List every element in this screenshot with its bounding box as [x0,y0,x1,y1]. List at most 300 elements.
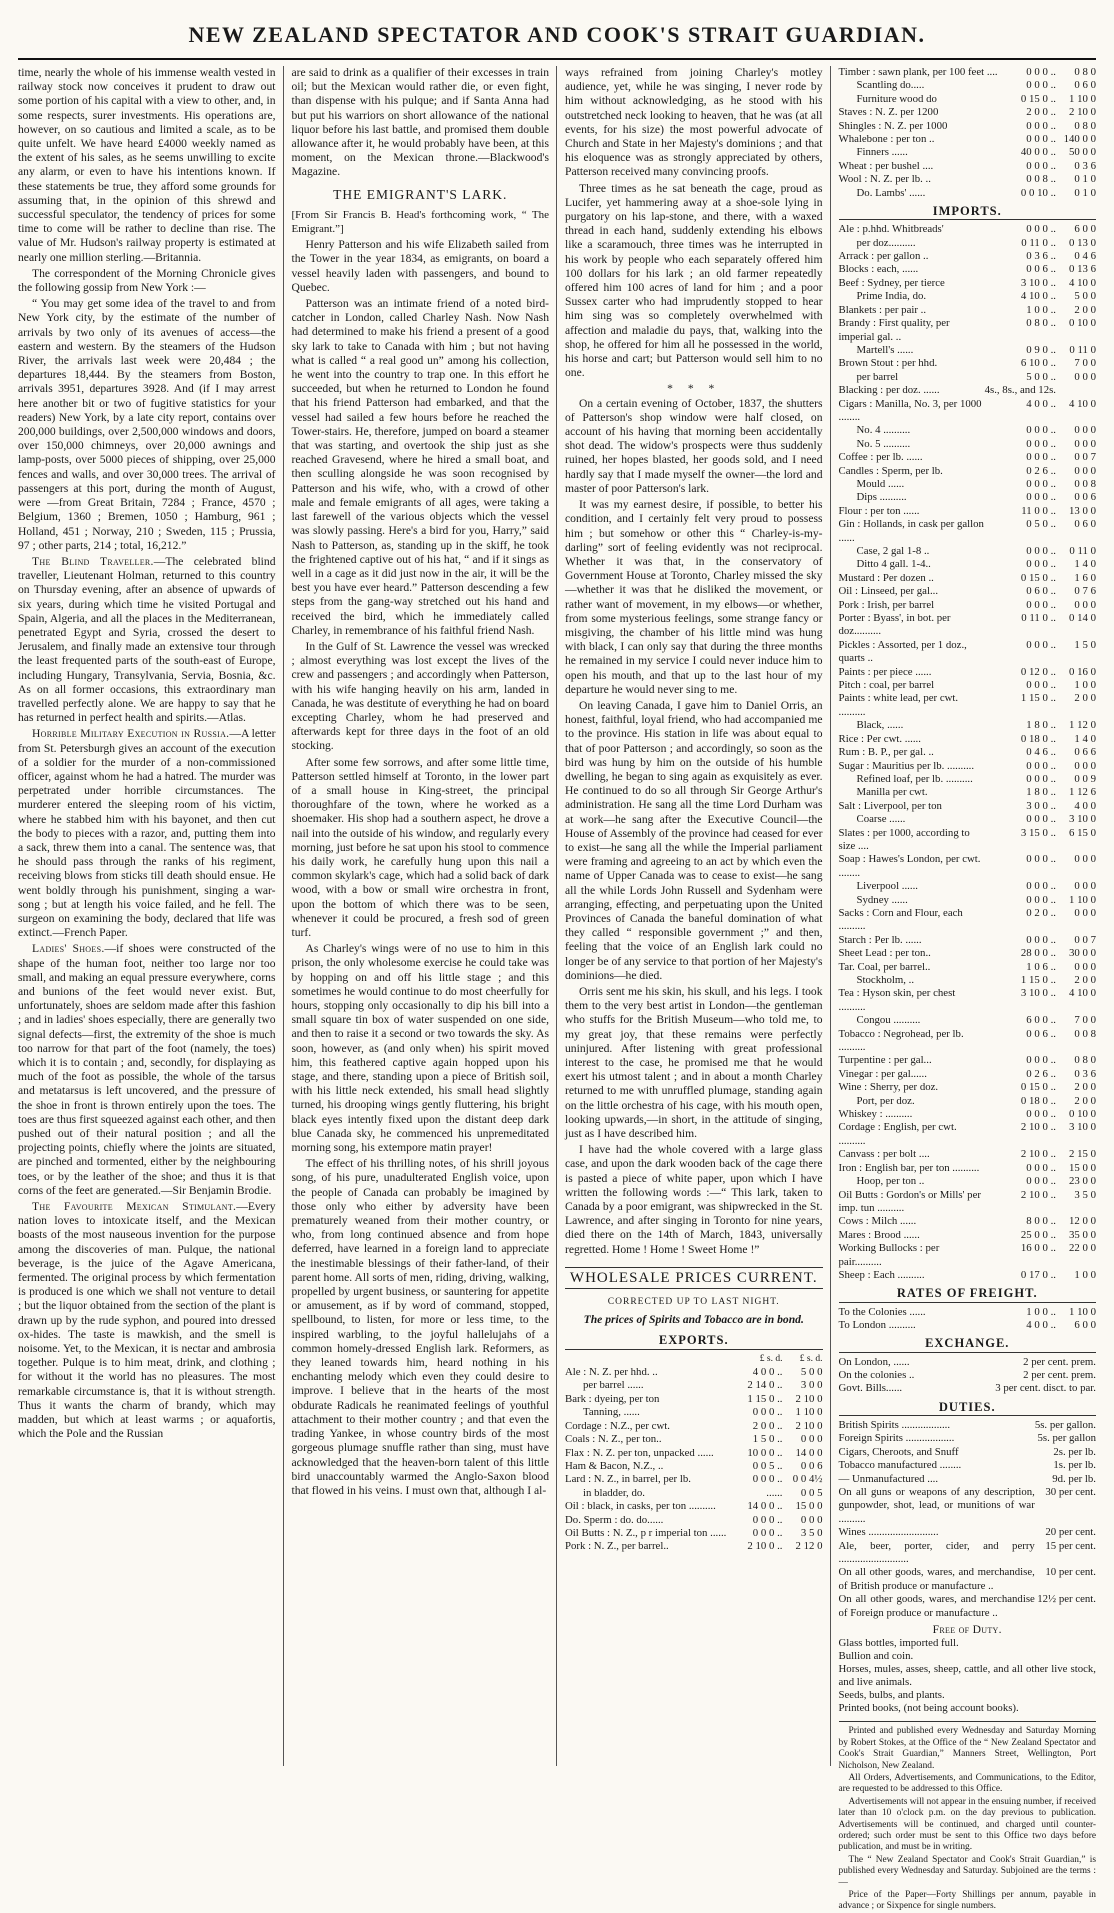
price-row [839,478,1097,491]
price-high: 0 7 6 [1074,585,1096,598]
price-high: 15 0 0 [795,1500,823,1513]
price-row [839,424,1097,437]
price-item: Staves : N. Z. per 1200 [838,106,939,119]
price-low: 0 0 0 .. [1026,79,1056,92]
free-item: Bullion and coin. [838,1650,914,1663]
price-low: 0 0 0 .. [1026,66,1056,78]
price-low: 0 0 0 .. [1026,1054,1056,1067]
price-low: 8 0 0 .. [1026,1215,1056,1228]
price-low: 0 0 5 .. [752,1459,783,1472]
price-low: 0 2 6 .. [1026,464,1056,477]
price-row [839,133,1097,146]
price-row [839,1081,1097,1094]
price-low: 5 0 0 .. [1026,370,1056,383]
price-low: 28 0 0 .. [1020,947,1056,960]
price-low: 16 0 0 .. [1020,1242,1056,1255]
price-row [839,558,1097,571]
price-low: 6 0 0 .. [1026,1014,1056,1027]
price-low: 0 0 0 .. [1026,1108,1056,1121]
price-low: 0 9 0 .. [1026,343,1056,356]
price-low: 4 10 0 .. [1020,290,1056,303]
price-row [565,1379,823,1392]
rate-row [839,1540,1097,1567]
price-low: 1 0 0 .. [1026,303,1056,316]
rate-item: Govt. Bills...... [838,1382,903,1395]
price-low: 25 0 0 .. [1020,1228,1056,1241]
price-low: 0 0 8 .. [1026,173,1056,186]
rate-row [839,1382,1097,1395]
price-item: No. 4 .......... [856,424,911,437]
price-item: Refined loaf, per lb. .......... [856,772,973,785]
price-item: Candles : Sperm, per lb. [838,464,943,477]
rate-item: British Spirits .................. [838,1419,951,1431]
rate-row [839,1446,1097,1459]
price-row [565,1514,823,1527]
price-low: 0 0 0 .. [1026,853,1056,866]
article-text: I have had the whole covered with a large glass case, and upon the dark wooden back of the cage there is pasted a piece of white paper, upon which I have written the following words :—“ This lark, taken to Canada by a poor emigrant, was shipwrecked in the St. Lawrence, and after singing in Toronto for nine years, died there on the 14th of March, 1843, universally regretted. Home ! Home ! Sweet Home !” [565,1143,823,1256]
price-low: 0 0 0 .. [1026,451,1056,464]
article-text: —if shoes were constructed of the shape of the human foot, neither too large nor too small, and making an equal pressure everywhere, corns and bunions of the feet would never exist. But, unfortunately, shoes are seldom made after this fashion ; and in ladies' shoes especially, there are generally two signal defects—first, the extremity of the shoe is much too narrow for that part of the foot (namely, the toes) which it is to contain ; and, secondly, for displaying as much of the foot as possible, the whole of the tarsus and metatarsus is left uncovered, and the pressure of the shoe in front is thrown entirely upon the toes. The toes are thus first squeezed against each other, and then pushed out of their natural position ; and all the projecting points, chiefly where the joints are situated, are pinched and tormented, either by the neighbouring toes, or by the leather of the shoe; and thus it is that corns of the feet are generated.—Sir Benjamin Brodie. [18,942,276,1197]
price-high: 0 4 6 [1074,250,1096,263]
price-item: Cows : Milch ...... [838,1215,917,1228]
price-item: Lard : N. Z., in barrel, per lb. [565,1473,691,1486]
price-item: Oil Butts : N. Z., p r imperial ton ...... [565,1526,727,1539]
price-high: 1 5 0 [1074,638,1096,651]
price-low: 0 6 0 .. [1026,585,1056,598]
price-low: 1 15 0 .. [1020,692,1056,705]
rate-value: 2 per cent. prem. [1023,1368,1096,1381]
price-item: Wine : Sherry, per doz. [838,1081,939,1094]
price-low: 0 0 0 .. [1026,893,1056,906]
price-item: Wheat : per bushel .... [838,159,934,172]
price-high: 7 0 0 [1074,1014,1096,1027]
price-low: 3 10 0 .. [1020,987,1056,1000]
price-row [839,120,1097,133]
price-row [839,357,1097,370]
price-high: 2 0 0 [1074,692,1096,705]
price-item: Beef : Sydney, per tierce [838,276,945,289]
article-paragraph [18,942,276,1198]
price-item: To the Colonies ...... [838,1305,926,1318]
price-low: 1 0 0 .. [1026,1305,1056,1318]
price-low: 2 10 0 .. [1020,1188,1056,1201]
rate-value: 5s. per gallon [1037,1432,1096,1445]
price-low: 0 15 0 .. [1020,1081,1056,1094]
price-item: Blocks : each, ...... [838,263,919,276]
price-high: 0 16 0 [1069,665,1096,678]
freight-table [839,1306,1097,1333]
rate-item: Cigars, Cheroots, and Snuff [838,1445,959,1458]
price-item: Shingles : N. Z. per 1000 [838,119,948,132]
price-row [839,934,1097,947]
article-text: After some few sorrows, and after some little time, Patterson settled himself at Toronto, in the lower part of a small house in King-street, the principal thoroughfare of the town, where he worked as a shoemaker. His shop had a southern aspect, he drove a nail into the outside of his window, and regularly every morning, just before he sat upon his stool to commence his daily work, he carefully hung upon this nail a common skylark's cage, which had a solid back of dark wood, with a bow or small wire orchestra in front, upon the bottom of which there was to be seen, whenever it could be procured, a fresh sod of green turf. [291,755,549,939]
price-item: Tanning, ...... [583,1406,640,1419]
price-row [565,1527,823,1540]
price-item: Ditto 4 gall. 1-4.. [856,558,931,571]
column-1 [18,66,284,1766]
freight-heading: RATES OF FREIGHT. [839,1286,1097,1302]
price-row [839,1095,1097,1108]
price-item: Port, per doz. [856,1094,915,1107]
free-item: Glass bottles, imported full. [838,1637,959,1650]
price-row [839,974,1097,987]
price-high: 0 11 0 [1069,545,1096,558]
price-row [839,146,1097,159]
price-low: 3 0 0 .. [1026,799,1056,812]
price-row [839,304,1097,317]
rate-item: On all other goods, wares, and merchandise, of British produce or manufacture .. [838,1566,1035,1592]
price-high: 0 6 0 [1074,518,1096,531]
price-low: 0 5 0 .. [1026,518,1056,531]
article-text: “ You may get some idea of the travel to and from New York city, by the estimate of the number of arrivals by two only of its avenues of access—the eastern and western. By the steamers of the Hudson River, the arrivals last week were 20,484 ; the departures 18,444. By the steamers from Boston, arrivals 3951, departures 3928. And (if I may arrest here another bit or two of fugitive statistics for your readers) New York, by a late city report, contains over 200,000 buildings, over 2,500,000 windows and doors, over 150,000 chimneys, over 20,000 awnings and lamp-posts, over 5000 pieces of shipping, over 25,000 fences and walls, and over 30,000 trees. The arrival of passengers at this port, during the month of August, were —from Great Britain, 7284 ; France, 4570 ; Belgium, 1360 ; Bremen, 1050 ; Hamburg, 961 ; Holland, 451 ; Norway, 210 ; Sweden, 115 ; Prussia, 97 ; other parts, 214 ; total, 16,212.” [18,297,276,552]
rate-item: On all other goods, wares, and merchandise of Foreign produce or manufacture .. [838,1593,1035,1619]
price-item: Oil Butts : Gordon's or Mills' per imp. tun .......... [838,1188,981,1214]
price-item: in bladder, do. [583,1486,645,1499]
imprint [839,1721,1097,1913]
price-item: Do. Lambs' ...... [856,186,926,199]
price-high: 0 8 0 [1074,66,1096,78]
price-high: 6 0 0 [1074,223,1096,236]
price-low: 0 11 0 .. [1021,612,1056,625]
price-low: 0 0 0 .. [752,1473,783,1486]
price-high: 5 0 0 [1074,290,1096,303]
price-high: 0 0 5 [800,1486,823,1499]
price-item: Soap : Hawes's London, per cwt. ........ [838,853,981,879]
price-low: 0 12 0 .. [1020,665,1056,678]
price-high: 140 0 0 [1063,133,1096,146]
price-low: 0 0 0 .. [1026,491,1056,504]
column-4 [838,66,1097,1912]
price-row [839,585,1097,598]
imprint-paragraph: Advertisements will not appear in the ensuing number, if received later than 10 o'clock p.m. on the day previous to publication. Advertisements will be continued, and charged until counter-ordered; such order must be sent to this Office two days before publication, and must be in writing. [838,1796,1096,1853]
rate-item: On the colonies .. [838,1368,915,1381]
price-item: Furniture wood do [856,92,937,105]
price-high: 2 0 0 [1074,303,1096,316]
price-row [565,1393,823,1406]
price-item: Sheet Lead : per ton.. [838,947,931,960]
rate-value: 15 per cent. [1045,1539,1096,1552]
rate-row [839,1356,1097,1369]
price-high: 0 0 8 [1074,1027,1096,1040]
price-row [839,277,1097,290]
article-paragraph [18,727,276,940]
price-item: Ham & Bacon, N.Z., .. [565,1459,664,1472]
article-text: Three times as he sat beneath the cage, proud as Lucifer, yet hammering away at a shoe-sole lying in purgatory on his lap-stone, and there, with a waxed thread in each hand, suddenly extending his elbows like a scaramouch, three times was he interrupted in his work by people who each separately offered him 100 dollars for his lark ; an old farmer repeatedly offered him 100 acres of land for him ; and a poor Sussex carter who had imprudently stopped to hear him sing was so completely overwhelmed with affection and maladie du pays, that, walking into the shop, he offered for him all he possessed in the world, his horse and cart; but Patterson would sell him to no one. [565,181,823,380]
price-row [839,719,1097,732]
price-high: 0 13 0 [1069,236,1096,249]
masthead: NEW ZEALAND SPECTATOR AND COOK'S STRAIT GUARDIAN. [18,14,1096,60]
price-low: 0 8 0 .. [1026,317,1056,330]
price-high: 3 5 0 [800,1526,823,1539]
price-high: 1 4 0 [1074,558,1096,571]
price-item: Blankets : per pair .. [838,303,927,316]
price-item: Gin : Hollands, in cask per gallon ...... [838,518,984,544]
price-row [839,1054,1097,1067]
price-item: per doz.......... [856,236,916,249]
price-row [839,760,1097,773]
exports-heading: EXPORTS. [565,1333,823,1349]
price-row [839,398,1097,425]
price-high: 0 0 7 [1074,933,1096,946]
price-low: 0 0 0 .. [1026,437,1056,450]
price-low: 0 0 0 .. [1026,598,1056,611]
price-item: Stockholm, .. [856,974,915,987]
price-row [839,572,1097,585]
price-low: 4 0 0 .. [1026,397,1056,410]
price-item: Vinegar : per gal...... [838,1067,927,1080]
price-item: Tar. Coal, per barrel.. [838,960,931,973]
price-high: 0 0 0 [1074,880,1096,893]
price-low: 2 0 0 .. [752,1419,783,1432]
price-row [565,1433,823,1446]
price-high: 2 15 0 [1069,1148,1096,1161]
price-low: 0 0 0 .. [1026,133,1056,146]
rate-row [839,1369,1097,1382]
price-row [839,800,1097,813]
price-item: Mares : Brood ...... [838,1228,920,1241]
price-item: Pickles : Assorted, per 1 doz., quarts .. [838,638,967,665]
article-text: As Charley's wings were of no use to him in this prison, the only wholesome exercise he could take was by hopping on and off his little stage ; and this sometimes he would continue to do most cheerfully for hours, stopping only occasionally to dip his bill into a small square tin box of water suspended on one side, and then to raise it a second or two towards the sky. As soon, however, as (and only when) his spirit moved him, this feathered captive again hopped upon his stage, and there, standing upon a piece of British soil, with his little neck extended, his small head slightly turned, his drooping wings gently fluttering, his bright black eyes intently fixed upon the distant deep dark blue Canada sky, he commenced his unpremeditated morning song, his extempore matin prayer! [291,942,549,1155]
price-low: 0 11 0 .. [1021,236,1056,249]
rate-row [839,1593,1097,1620]
price-item: Porter : Byass', in bot. per doz.......... [838,612,951,638]
price-item: Sacks : Corn and Flour, each .......... [838,906,963,933]
price-item: Mustard : Per dozen .. [838,571,934,584]
price-row [839,827,1097,854]
rate-value: 30 per cent. [1045,1486,1096,1499]
price-item: Cordage : English, per cwt. .......... [838,1121,957,1147]
price-low: 4 0 0 .. [1026,1318,1056,1331]
price-high: 4 10 0 [1069,987,1096,1000]
price-high: 1 4 0 [1074,732,1096,745]
rate-value: 20 per cent. [1045,1526,1096,1539]
price-low: 4s., 8s., and 12s. [984,384,1056,397]
price-item: per barrel ...... [583,1379,644,1392]
price-row [839,1028,1097,1055]
price-low: 0 0 0 .. [752,1513,783,1526]
price-low: 0 17 0 .. [1020,1268,1056,1281]
price-row [565,1406,823,1419]
rate-value: 5s. per gallon. [1034,1419,1096,1431]
price-item: Brown Stout : per hhd. [838,357,938,370]
price-row [565,1366,823,1379]
price-row [839,438,1097,451]
price-low: 3 15 0 .. [1020,826,1056,839]
price-item: Cordage : N.Z., per cwt. [565,1419,670,1432]
price-high: 0 11 0 [1069,343,1096,356]
price-item: Starch : Per lb. ...... [838,933,922,946]
price-item: Rum : B. P., per gal. .. [838,746,934,759]
price-item: Timber : sawn plank, per 100 feet .... [838,66,998,78]
price-row [565,1500,823,1513]
price-item: per barrel [856,370,899,383]
price-item: Cigars : Manilla, No. 3, per 1000 ........ [838,397,982,423]
price-high: 0 8 0 [1074,119,1096,132]
price-row [839,894,1097,907]
duties-table [839,1419,1097,1620]
price-low: 0 15 0 .. [1020,571,1056,584]
article-text: —The celebrated blind traveller, Lieutenant Holman, returned to this country on Thursday evening, after an absence of upwards of six years, during which time he visited Portugal and Spain, Algeria, and all the places in the Mediterranean, penetrated Egypt and Syria, crossed the desert to Jerusalem, and finally made an extensive tour through the least frequented parts of the south-east of Europe, including Hungary, Transylvania, Servia, Bosnia, &c. As on all former occasions, this extraordinary man travelled perfectly alone. We are happy to say that he has returned in perfect health and spirits.—Atlas. [18,554,276,725]
price-item: Sydney ...... [856,893,908,906]
article-text: On leaving Canada, I gave him to Daniel Orris, an honest, faithful, loyal friend, who had accompanied me to the province. His station in life was about equal to that of poor Patterson ; and accordingly, so soon as the bird was hung by him on the outside of his humble dwelling, he began to sing again as exquisitely as ever. He continued to do so all through Sir George Arthur's administration. He sang all the time Lord Durham was at work—he sang after the Executive Council—the House of Assembly of the province had ceased for ever to exist—he sang all the while the Imperial parliament were framing and agreeing to an act by which even the name of Upper Canada was to cease to exist—he sang all the while Lords John Russell and Sydenham were arranging, effecting, and perpetuating upon the United Provinces of Canada the baneful domination of what they called “ responsible government ;” and then, feeling that the voice of an English lark could no longer be of any service to that portion of her Majesty's dominions—he died. [565,698,823,982]
price-high: 0 0 6 [1074,491,1096,504]
price-high: 1 10 0 [1069,893,1096,906]
price-high: 0 0 4½ [792,1473,823,1486]
price-item: Case, 2 gal 1-8 .. [856,545,930,558]
price-low: 0 0 0 .. [1026,545,1056,558]
price-high: 2 0 0 [1074,1094,1096,1107]
article-text: It was my earnest desire, if possible, to better his condition, and I certainly felt very proud to possess him ; but somehow or other this “ Charley-is-my-darling” sort of feeling evidently was not reciprocal. Whether it was that, in the conservatory of Government House at Toronto, Charley missed the sky—whether it was that he disliked the movement, or rather want of movement, in my elbows—or whether, from some mysterious feelings, some strange fancy or misgiving, the chamber of his little mind was hung with black, I can only say that during the three months he remained in my service I could never induce him to open his mouth, and that up to the last hour of my departure he would never sing to me. [565,498,823,696]
price-high: 1 0 0 [1074,1268,1096,1281]
price-item: Prime India, do. [856,290,927,303]
price-high: 0 0 6 [800,1459,823,1472]
price-high: 0 0 0 [1074,424,1096,437]
price-high: 0 0 8 [1074,477,1096,490]
price-item: Finners ...... [856,146,908,159]
free-of-duty-list [839,1637,1097,1715]
price-high: 0 0 0 [1074,370,1096,383]
price-item: To London .......... [838,1318,916,1331]
price-high: 50 0 0 [1069,146,1096,159]
price-item: Arrack : per gallon .. [838,250,929,263]
price-item: No. 5 .......... [856,437,911,450]
price-high: 22 0 0 [1069,1242,1096,1255]
article-text: Henry Patterson and his wife Elizabeth sailed from the Tower in the year 1834, as emigrants, on board a vessel heavily laden with passengers, and bound to Quebec. [291,238,549,294]
imprint-paragraph: All Orders, Advertisements, and Communications, to the Editor, are requested to be addressed to this Office. [838,1772,1096,1795]
price-high: 1 10 0 [1069,1305,1096,1318]
price-item: Do. Sperm : do. do...... [565,1513,664,1526]
price-low: 0 0 0 .. [1026,759,1056,772]
duties-heading: DUTIES. [839,1400,1097,1416]
free-item: Seeds, bulbs, and plants. [838,1689,945,1702]
price-row [839,746,1097,759]
price-row [839,1319,1097,1332]
price-high: 0 0 0 [1074,853,1096,866]
price-row [839,93,1097,106]
price-item: Manilla per cwt. [856,786,928,799]
price-high: 4 0 0 [1074,799,1096,812]
price-row [839,1121,1097,1148]
price-low: 0 0 0 .. [752,1526,783,1539]
article-text: are said to drink as a qualifier of their excesses in train oil; but the Mexican would rather die, or even fight, than dispense with his pulque; and if Santa Anna had but put his warriors on short allowance of the national liquor before his last battle, and promised them double allowance after it, he would probably have been, at this moment, on the Mexican throne.—Blackwood's Magazine. [291,66,549,179]
price-item: Bark : dyeing, per ton [565,1392,660,1405]
price-high: 0 10 0 [1069,1108,1096,1121]
price-row [839,66,1097,79]
price-low: 0 0 0 .. [1026,679,1056,692]
article-heading: THE EMIGRANT'S LARK. [333,186,508,202]
article-text: The effect of his thrilling notes, of his shrill joyous song, of his pure, unadulterated English voice, upon the people of Canada can probably be imagined by those only who either by adversity have been prematurely weaned from their mother country, or who, from long continued absence and from hope deferred, have learned in a foreign land to appreciate the inestimable blessings of their father-land, of their parent home. All sorts of men, riding, driving, walking, propelled by urgent business, or sauntering for appetite or amusement, as if by word of command, stopped, spellbound, to listen, for more or less time, to the inspired warbling, to the joyful hallelujahs of a common homely-dressed English lark. Reformers, as they leaned towards him, heard nothing in his enchanting melody which even they could desire to improve. I believe that in the hearts of the most obdurate Radicals he reanimated feelings of youthful attachment to their mother country ; and that even the trading Yankee, in whose country birds of the most gorgeous plumage snuffle rather than sing, must have acknowledged that the heaven-born talent of this little bird unaccountably warmed the Anglo-Saxon blood that flowed in his veins. I must own that, although I al- [291,1157,549,1497]
rate-value: 3 per cent. disct. to par. [995,1382,1096,1395]
imprint-paragraph: Printed and published every Wednesday and Saturday Morning by Robert Stokes, at the Office of the “ New Zealand Spectator and Cook's Strait Guardian,” Manners Street, Wellington, Port Nicholson, New Zealand. [838,1726,1096,1771]
imports-heading: IMPORTS. [839,204,1097,220]
price-low: 40 0 0 .. [1020,146,1056,159]
price-high: 0 6 6 [1074,746,1096,759]
price-item: Paints : per piece ...... [838,665,932,678]
price-low: 1 5 0 .. [752,1433,783,1446]
article-text: ways refrained from joining Charley's motley audience, yet, while he was singing, I never rode by him without acknowledging, as he stood with his outstretched neck looking to heaven, that he was (at all events, for his size) the most powerful advocate of Church and State in her Majesty's dominions ; and that his eloquence was as strongly appreciated by others, Patterson received many convincing proofs. [565,66,823,179]
price-row [839,1215,1097,1228]
price-high: 15 0 0 [1069,1161,1096,1174]
rate-row [839,1566,1097,1593]
price-row [839,106,1097,119]
rate-item: On all guns or weapons of any description, gunpowder, shot, lead, or munitions of war .......... [838,1486,1035,1525]
price-row [839,371,1097,384]
price-row [839,223,1097,236]
price-high: 3 0 0 [800,1379,823,1392]
price-row [839,987,1097,1014]
price-row [565,1540,823,1553]
price-low: 1 0 6 .. [1026,960,1056,973]
price-item: Whiskey : .......... [838,1108,913,1121]
price-item: Flour : per ton ...... [838,504,920,517]
price-low: 0 0 0 .. [1026,223,1056,236]
rate-value: 12½ per cent. [1037,1593,1096,1606]
price-low: 1 8 0 .. [1026,719,1056,732]
free-item: Horses, mules, asses, sheep, cattle, and all other live stock, and live animals. [838,1663,1096,1689]
price-high: 0 10 0 [1069,317,1096,330]
price-row [839,1189,1097,1216]
prices-note: The prices of Spirits and Tobacco are in bond. [583,1313,804,1327]
price-row [839,465,1097,478]
price-low: 0 0 0 .. [1026,772,1056,785]
price-row [839,853,1097,880]
price-item: Whalebone : per ton .. [838,133,935,146]
price-row [839,317,1097,344]
price-item: Hoop, per ton .. [856,1175,925,1188]
price-item: Blacking : per doz. ...... [838,384,940,397]
price-low: 0 18 0 .. [1020,1094,1056,1107]
price-high: 0 0 0 [1074,960,1096,973]
price-high: 30 0 0 [1069,947,1096,960]
article-text: —Every nation loves to intoxicate itself, and the Mexican boasts of the most nauseous invention for the purpose among the discoveries of man. Pulque, the national beverage, is the juice of the Agave Americana, fermented. The original process by which fermentation is produced is one which we shall not venture to detail ; but the liquor obtained from the section of the plant is drawn up by the rude syphon, and poured into dressed ox-hides. The taste is mawkish, and the smell is noisome. Yet, to the Mexican, it is nectar and ambrosia together. Pulque is to him meat, drink, and clothing ; for without it the world has no pleasures. The most remarkable circumstance is, that it is without strength. Thus it wants the charm of brandy, which may madden, but which at least warms ; or aquafortis, which the Pole and the Russian [18,1200,276,1441]
price-item: Mould ...... [856,477,905,490]
price-low: 0 15 0 .. [1020,92,1056,105]
price-high: 2 12 0 [795,1540,823,1553]
price-low: 11 0 0 .. [1021,504,1056,517]
price-low: 0 2 6 .. [1026,1067,1056,1080]
price-low: 4 0 0 .. [752,1366,783,1379]
price-low: 0 0 0 .. [1026,1175,1056,1188]
price-item: Iron : English bar, per ton .......... [838,1161,980,1174]
price-low: 0 0 0 .. [1026,1161,1056,1174]
price-item: Pork : Irish, per barrel [838,598,935,611]
price-high: 0 0 0 [1074,906,1096,919]
price-high: 0 0 0 [1074,759,1096,772]
price-item: Martell's ...... [856,343,914,356]
prices-subtitle: CORRECTED UP TO LAST NIGHT. [607,1297,780,1308]
price-high: 0 0 9 [1074,772,1096,785]
price-high: 12 0 0 [1069,1215,1096,1228]
price-high: 35 0 0 [1069,1228,1096,1241]
price-low: 2 14 0 .. [747,1379,783,1392]
price-item: Coffee : per lb. ...... [838,451,923,464]
price-high: 2 10 0 [795,1392,823,1405]
price-row [565,1420,823,1433]
price-item: Congou .......... [856,1014,921,1027]
price-high: 0 0 7 [1074,451,1096,464]
price-low: 0 3 6 .. [1026,250,1056,263]
price-row [839,947,1097,960]
exports-table [565,1353,823,1554]
price-high: 0 0 0 [1074,464,1096,477]
article-text: Orris sent me his skin, his skull, and his legs. I took them to the very best artist in London—the gentleman who stuffs for the British Museum—who told me, to my great joy, that these remains were perfectly uninjured. After listening with great professional interest to the case, he promised me that he would exert his utmost talent ; and in about a month Charley returned to me with unruffled plumage, standing again on the little orchestra of his cage, with his mouth open, looking upwards,—in short, in the attitude of singing, just as I have described him. [565,985,823,1141]
price-item: Pitch : coal, per barrel [838,679,935,692]
price-low: 2 10 0 .. [1020,1121,1056,1134]
price-high: 1 0 0 [1074,679,1096,692]
price-low: 0 0 0 .. [1026,880,1056,893]
price-low: 0 4 6 .. [1026,746,1056,759]
rate-row [839,1526,1097,1539]
